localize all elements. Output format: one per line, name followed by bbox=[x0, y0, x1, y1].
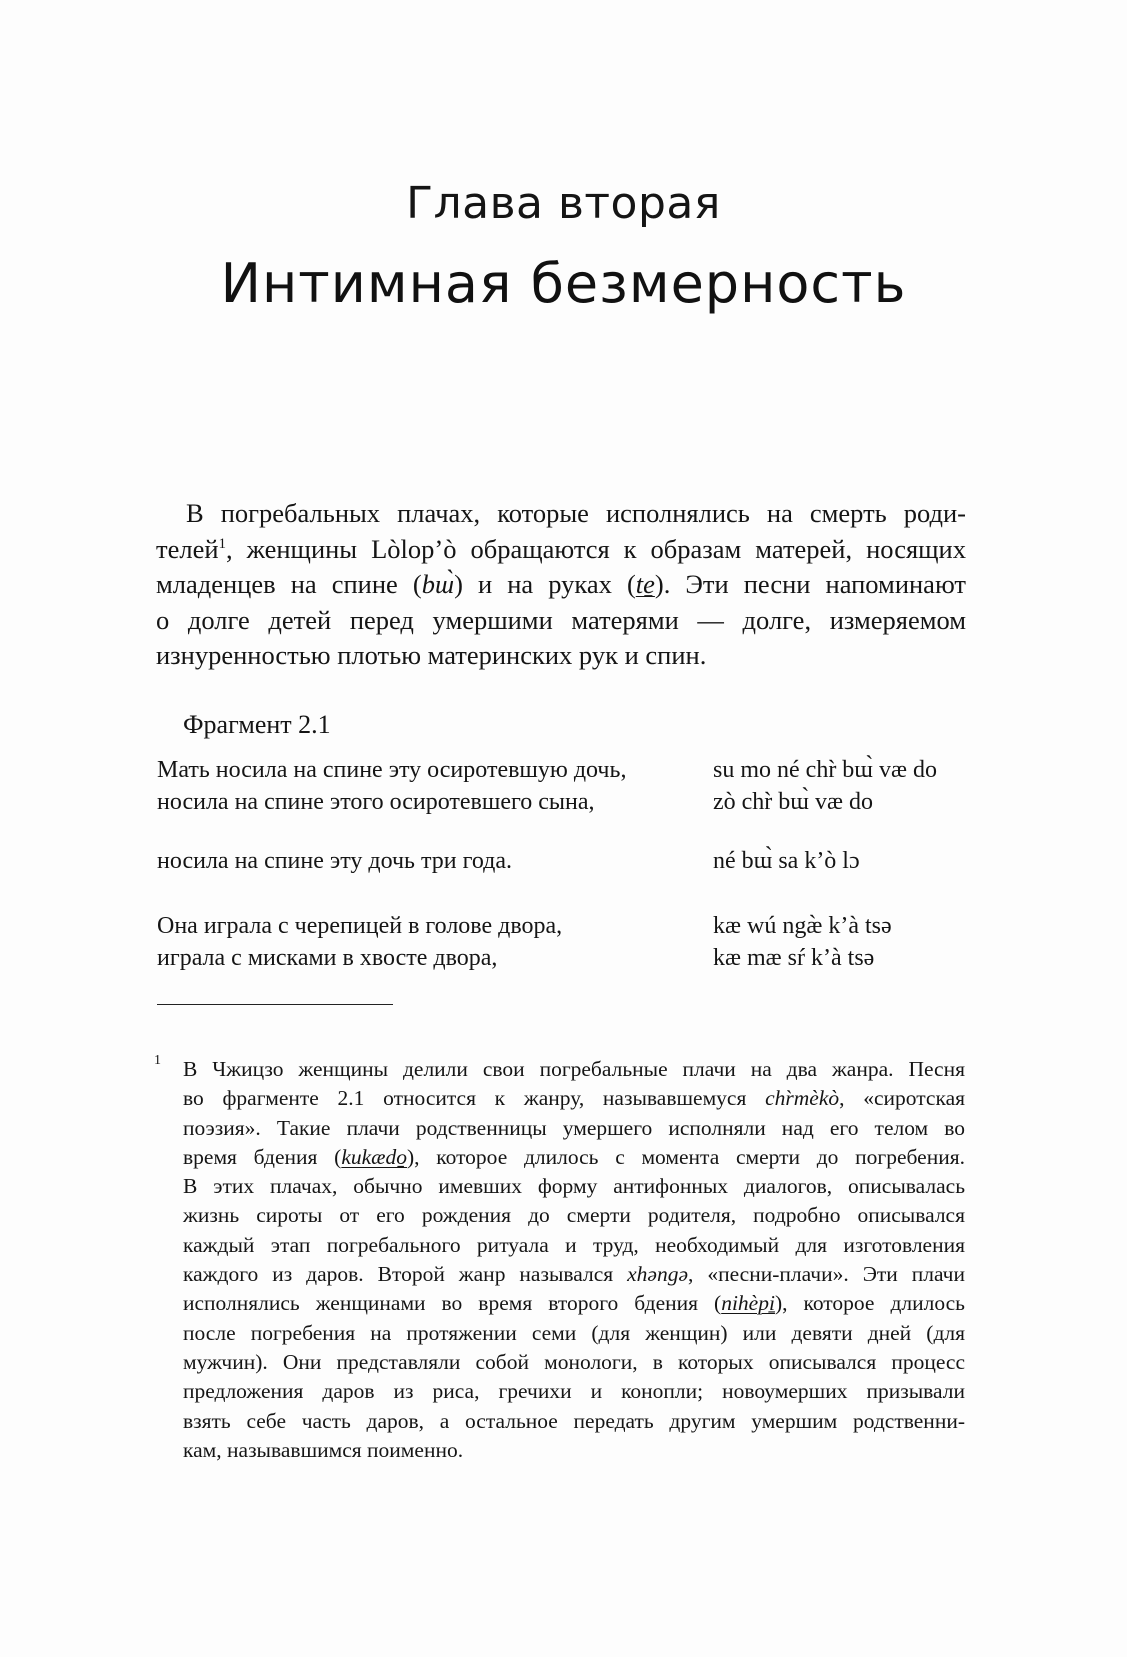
footnote-line: время бдения (kukædo̱), которое длилось с момента смерти до погребения. bbox=[183, 1144, 965, 1169]
footnote-line: после погребения на протяжении семи (для женщин) или девяти дней (для bbox=[183, 1320, 965, 1345]
paragraph-line: телей$^1$, женщины Lòlopʼò обращаются к образам матерей, носящих bbox=[156, 533, 966, 564]
verse-line-lolopo: né bɯ̀ sa kʼò lɔ bbox=[713, 848, 860, 874]
chapter-kicker: Глава вторая bbox=[406, 178, 721, 229]
footnote-line: поэзия». Такие плачи родственницы умершего исполняли над его телом во bbox=[183, 1115, 965, 1140]
footnote-number: 1 bbox=[154, 1053, 161, 1068]
intro-paragraph bbox=[156, 496, 966, 674]
footnote-line: В этих плачах, обычно имевших форму антифонных диалогов, описывалась bbox=[183, 1174, 965, 1199]
paragraph-line: В погребальных плачах, которые исполнялись на смерть роди- bbox=[186, 498, 966, 528]
verse-line-ru: играла с мисками в хвосте двора, bbox=[157, 945, 498, 971]
footnote-line: мужчин). Они представляли собой монологи, в которых описывался процесс bbox=[183, 1349, 965, 1374]
footnote-separator bbox=[157, 1004, 393, 1005]
paragraph-line: изнуренностью плотью материнских рук и спин. bbox=[156, 640, 707, 671]
footnote-line: взять себе часть даров, а остальное передать другим умершим родственни- bbox=[183, 1408, 965, 1433]
term-kukaedo: kukædo̱ bbox=[341, 1144, 407, 1169]
verse-line-lolopo: su mo né chr̀ bɯ̀ væ do bbox=[713, 757, 937, 783]
footnote-text bbox=[183, 1055, 965, 1465]
verse-line-lolopo: kæ mæ sŕ kʼà tsə bbox=[713, 945, 875, 971]
term-chrmeko: chr̀mèkò bbox=[765, 1086, 840, 1111]
term-te: te̱ bbox=[635, 569, 655, 600]
verse-line-lolopo: zò chr̀ bɯ̀ væ do bbox=[713, 789, 873, 815]
footnote-line: жизнь сироты от его рождения до смерти родителя, подробно описывался bbox=[183, 1203, 965, 1228]
footnote-line: В Чжицзо женщины делили свои погребальные плачи на два жанра. Песня bbox=[183, 1057, 965, 1081]
footnote-reference[interactable]: 1 bbox=[218, 535, 227, 552]
term-xhenge: xhəngə bbox=[627, 1262, 688, 1287]
verse-line-ru: Она играла с черепицей в голове двора, bbox=[157, 913, 563, 939]
verse-line-ru: носила на спине этого осиротевшего сына, bbox=[157, 789, 595, 815]
term-bu: bɯ̀ bbox=[421, 569, 455, 600]
paragraph-line: о долге детей перед умершими матерями — долге, измеряемом bbox=[156, 604, 966, 635]
verse-line-ru: Мать носила на спине эту осиротевшую дочь, bbox=[157, 757, 627, 783]
term-nihepi: nihèpi̱ bbox=[721, 1291, 775, 1316]
paragraph-line: младенцев на спине (bɯ̀) и на руках (te̱). Эти песни напоминают bbox=[156, 569, 966, 600]
footnote-line: кам, называвшимся поименно. bbox=[183, 1437, 464, 1462]
verse-line-ru: носила на спине эту дочь три года. bbox=[157, 848, 513, 874]
verse-line-lolopo: kæ wú ngæ̀ kʼà tsə bbox=[713, 913, 892, 939]
fragment-title: Фрагмент 2.1 bbox=[183, 710, 331, 739]
chapter-title: Интимная безмерность bbox=[220, 252, 907, 315]
footnote-line: предложения даров из риса, гречихи и конопли; новоумерших призывали bbox=[183, 1379, 965, 1404]
footnote-line: исполнялись женщинами во время второго бдения (nihèpi̱), которое длилось bbox=[183, 1291, 965, 1316]
footnote-line: каждого из даров. Второй жанр назывался xhəngə, «песни-плачи». Эти плачи bbox=[183, 1262, 965, 1287]
footnote-line: каждый этап погребального ритуала и труд, необходимый для изготовления bbox=[183, 1232, 965, 1257]
footnote-line: во фрагменте 2.1 относится к жанру, называвшемуся chr̀mèkò, «сиротская bbox=[183, 1086, 965, 1111]
